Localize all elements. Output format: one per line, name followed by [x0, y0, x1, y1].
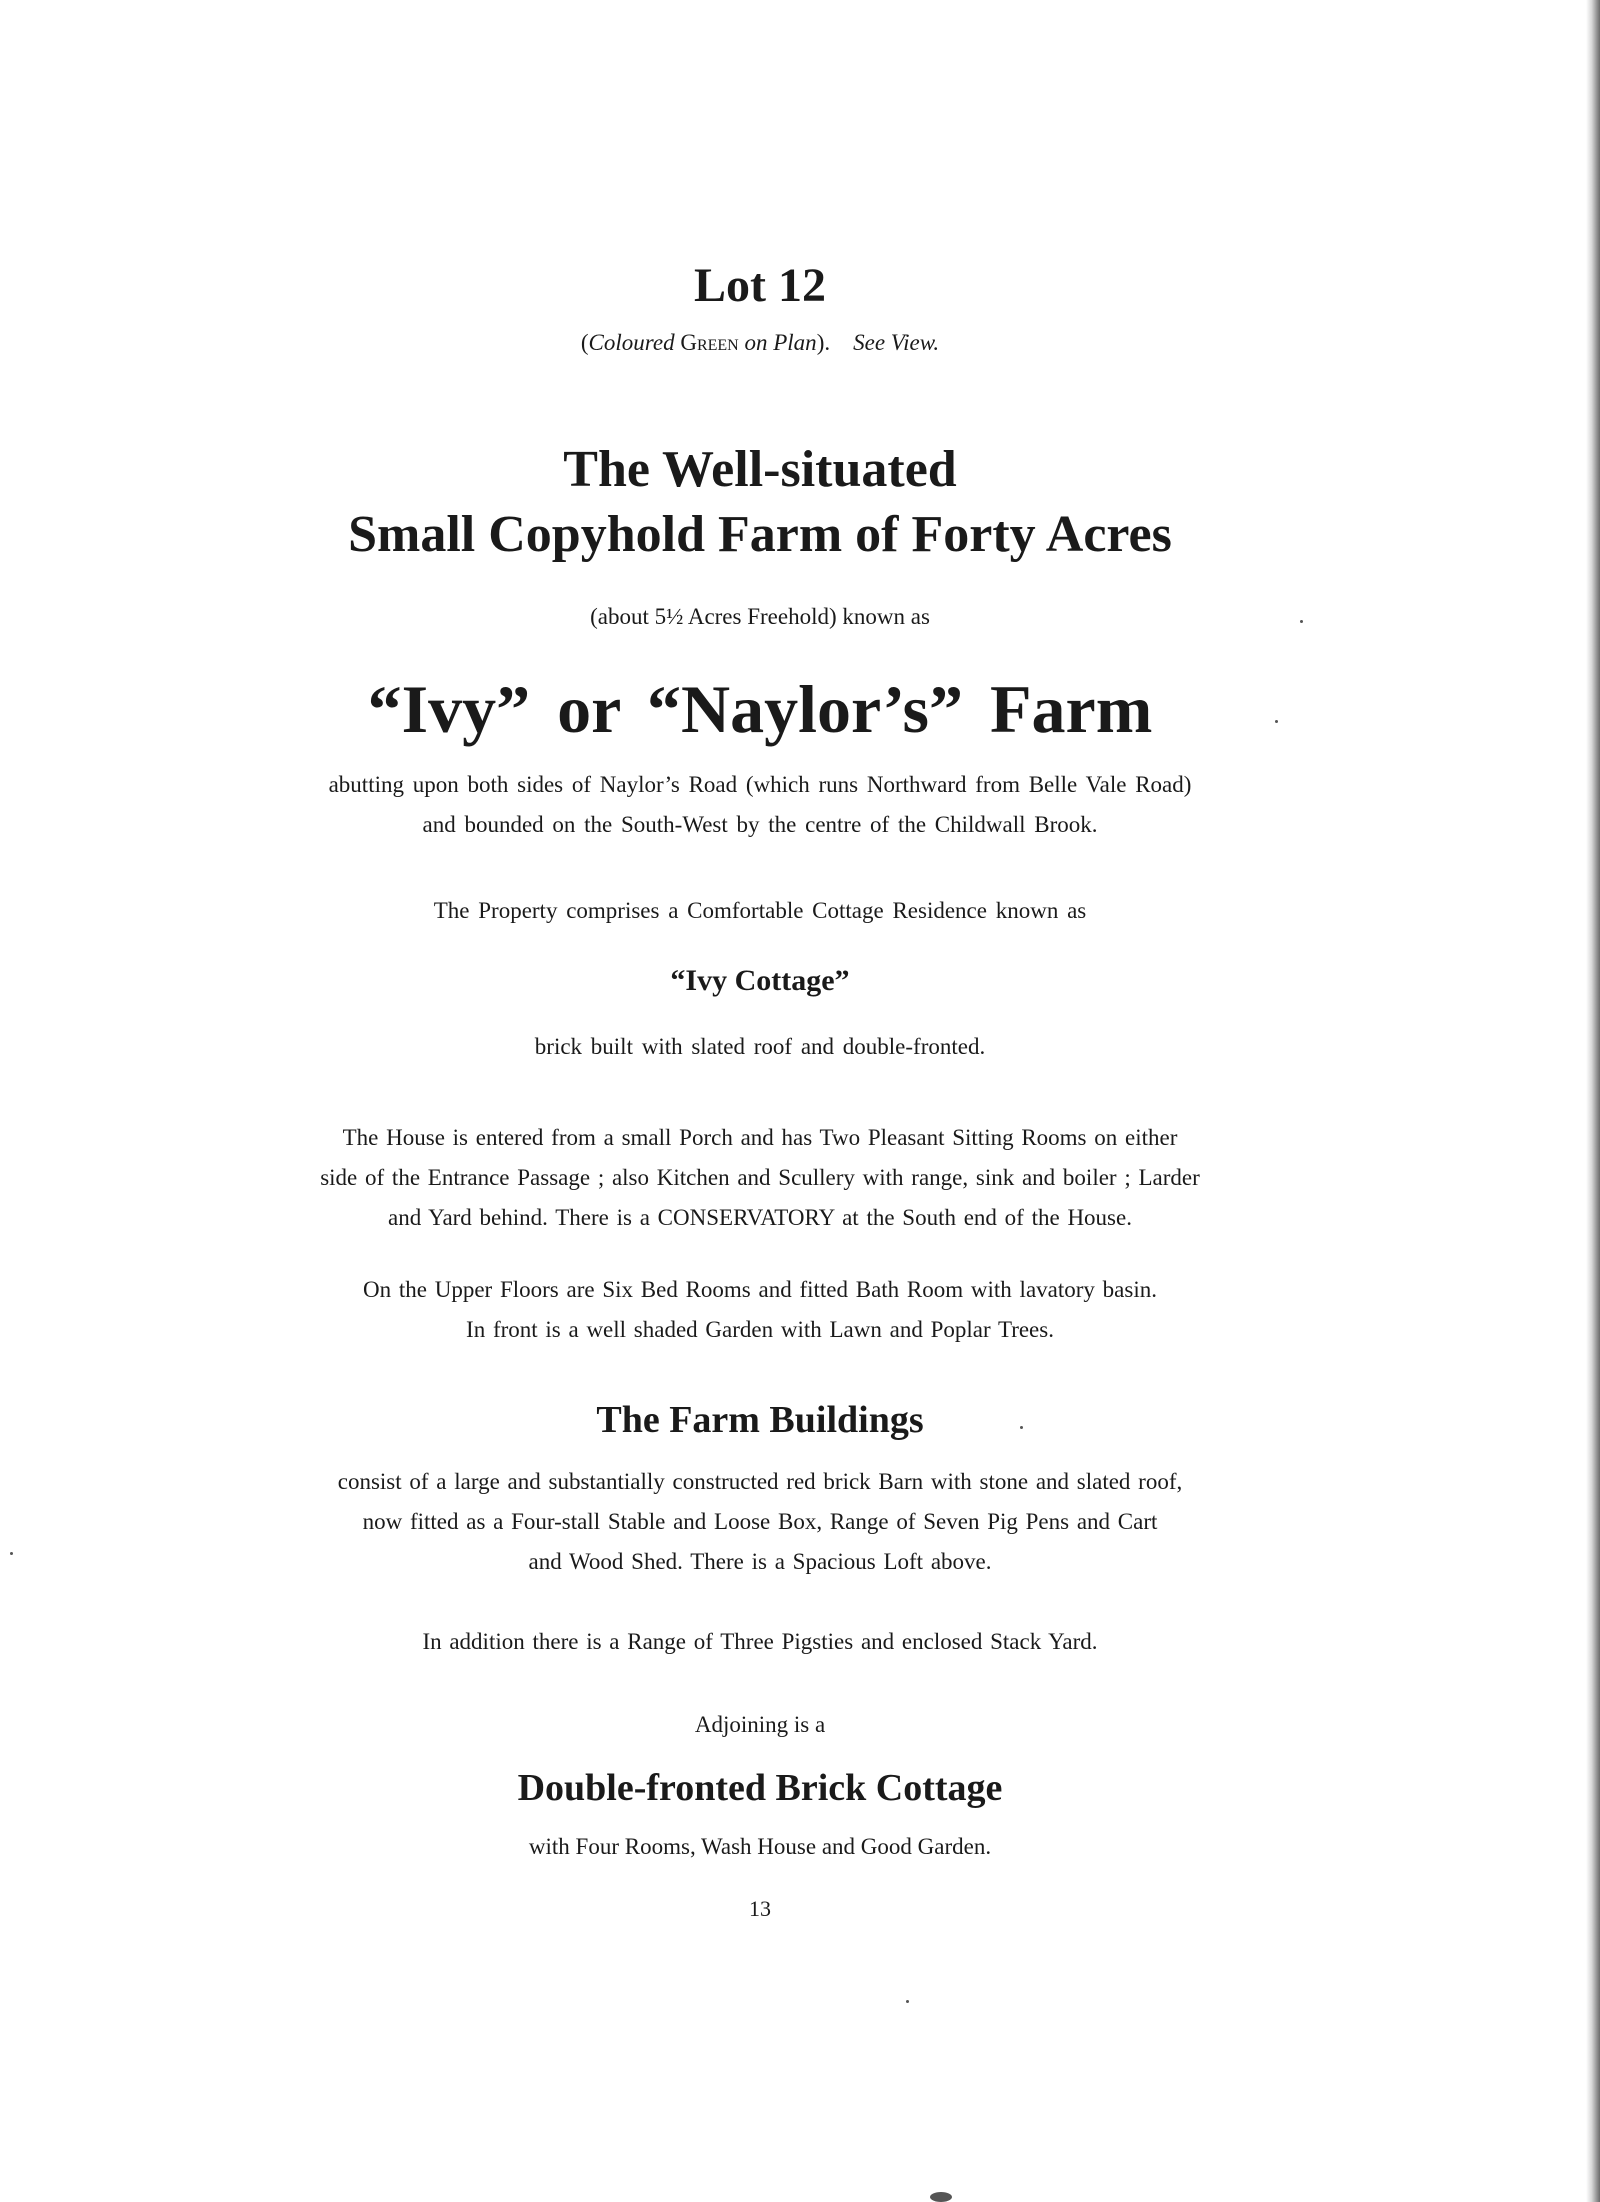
- house-line2: side of the Entrance Passage ; also Kitchen and Scullery with range, sink and boiler ; Larder: [320, 1165, 1200, 1190]
- four-rooms-text: with Four Rooms, Wash House and Good Garden.: [528, 1834, 992, 1859]
- subtitle-close: ).: [816, 330, 831, 355]
- subtitle-open: (: [580, 330, 589, 355]
- paper-speck: [1020, 1426, 1023, 1429]
- farm-name: “Ivy” or “Naylor’s” Farm: [367, 671, 1153, 747]
- subtitle-coloured: Coloured: [588, 330, 675, 355]
- adjoining-text: Adjoining is a: [694, 1712, 826, 1737]
- subtitle-plan: Plan: [773, 330, 817, 355]
- farm-buildings-line3: and Wood Shed. There is a Spacious Loft above.: [528, 1549, 992, 1574]
- brick-built-text: brick built with slated roof and double-fronted.: [534, 1034, 986, 1059]
- addition-text: In addition there is a Range of Three Pigsties and enclosed Stack Yard.: [422, 1629, 1098, 1654]
- subtitle-see-view: See View.: [853, 330, 940, 355]
- house-line1: The House is entered from a small Porch and has Two Pleasant Sitting Rooms on either: [342, 1125, 1178, 1150]
- farm-buildings-line1: consist of a large and substantially constructed red brick Barn with stone and slated roof,: [337, 1469, 1183, 1494]
- farm-buildings-line2: now fitted as a Four-stall Stable and Loose Box, Range of Seven Pig Pens and Cart: [362, 1509, 1158, 1534]
- page-number: 13: [749, 1896, 771, 1921]
- abutting-line2: and bounded on the South-West by the centre of the Childwall Brook.: [422, 812, 1098, 837]
- lot-subtitle: [200, 330, 1320, 356]
- upper-floors-line1: On the Upper Floors are Six Bed Rooms and fitted Bath Room with lavatory basin.: [363, 1277, 1157, 1302]
- paper-speck: [10, 1552, 13, 1555]
- main-heading-line2: Small Copyhold Farm of Forty Acres: [348, 506, 1172, 563]
- comprises-text: The Property comprises a Comfortable Cottage Residence known as: [433, 898, 1087, 923]
- house-line3: and Yard behind. There is a CONSERVATORY at the South end of the House.: [388, 1205, 1132, 1230]
- paper-blot: [930, 2192, 952, 2202]
- paper-speck: [906, 2000, 909, 2003]
- acres-note: (about 5½ Acres Freehold) known as: [590, 604, 930, 629]
- subtitle-on: on: [744, 330, 768, 355]
- cottage-name: “Ivy Cottage”: [670, 964, 850, 997]
- double-cottage-heading: Double-fronted Brick Cottage: [517, 1767, 1003, 1809]
- upper-floors-line2: In front is a well shaded Garden with Lawn and Poplar Trees.: [466, 1317, 1054, 1342]
- lot-title: Lot 12: [694, 259, 826, 312]
- farm-buildings-heading: The Farm Buildings: [596, 1399, 924, 1441]
- paper-speck: [1275, 720, 1278, 723]
- subtitle-green: Green: [680, 330, 739, 355]
- main-heading-line1: The Well-situated: [563, 441, 957, 498]
- paper-speck: [1300, 620, 1303, 623]
- page-right-edge-shadow: [1586, 0, 1600, 2202]
- abutting-line1: abutting upon both sides of Naylor’s Road (which runs Northward from Belle Vale Road): [328, 772, 1192, 797]
